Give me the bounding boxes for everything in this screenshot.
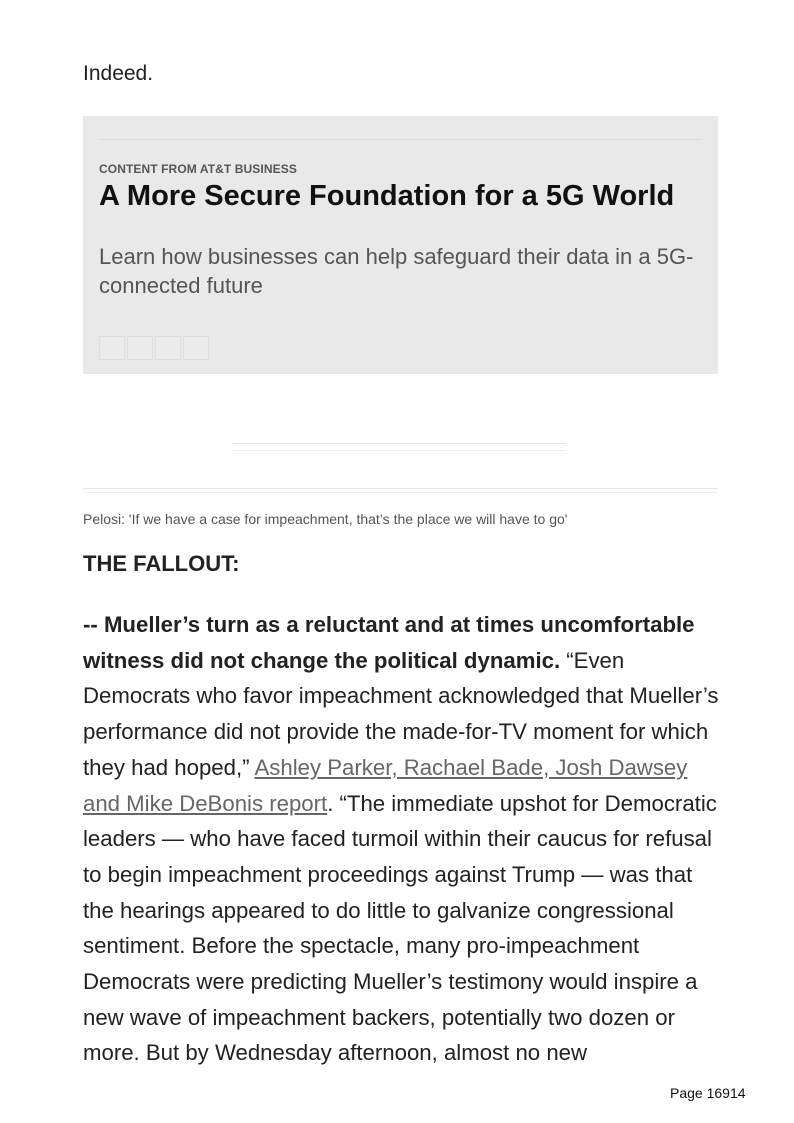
lead-bold-text: -- Mueller’s turn as a reluctant and at times uncomfortable witness did not change the political dynamic. [83,612,695,673]
page-number: Page 16914 [670,1085,746,1101]
section-heading: THE FALLOUT: [83,551,240,576]
video-player-bar[interactable] [233,443,566,451]
article-paragraph [83,607,723,1084]
ad-description: Learn how businesses can help safeguard their data in a 5G-connected future [99,244,694,298]
sponsor-label: CONTENT FROM AT&T BUSINESS [99,162,297,176]
video-caption: Pelosi: 'If we have a case for impeachment, that’s the place we will have to go' [83,511,568,527]
intro-text: Indeed. [83,62,154,85]
ad-title[interactable]: A More Secure Foundation for a 5G World [99,180,675,212]
section-divider [83,488,718,493]
ad-divider [99,139,702,140]
sponsored-content-card[interactable] [83,116,718,374]
reporters-link[interactable]: Ashley Parker, Rachael Bade, Josh Dawsey and Mike DeBonis report [83,754,688,816]
share-icon[interactable] [183,336,209,360]
article-text: “Even Democrats who favor impeachment acknowledged that Mueller’s performance did not provide the made-for-TV moment for which they had hoped,” [83,647,719,780]
share-icon[interactable] [127,336,153,360]
share-buttons [99,336,209,360]
share-icon[interactable] [99,336,125,360]
share-icon[interactable] [155,336,181,360]
article-text-continued: . “The immediate upshot for Democratic leaders — who have faced turmoil within their caucus for refusal to begin impeachment proceedings against Trump — was that the hearings appeared to do little to galvanize congressional sentiment. Before the spectacle, many pro-impeachment Democrats were predicting Mueller’s testimony would inspire a new wave of impeachment backers, potentially two dozen or more. But by Wednesday afternoon, almost no new [83,790,717,1066]
